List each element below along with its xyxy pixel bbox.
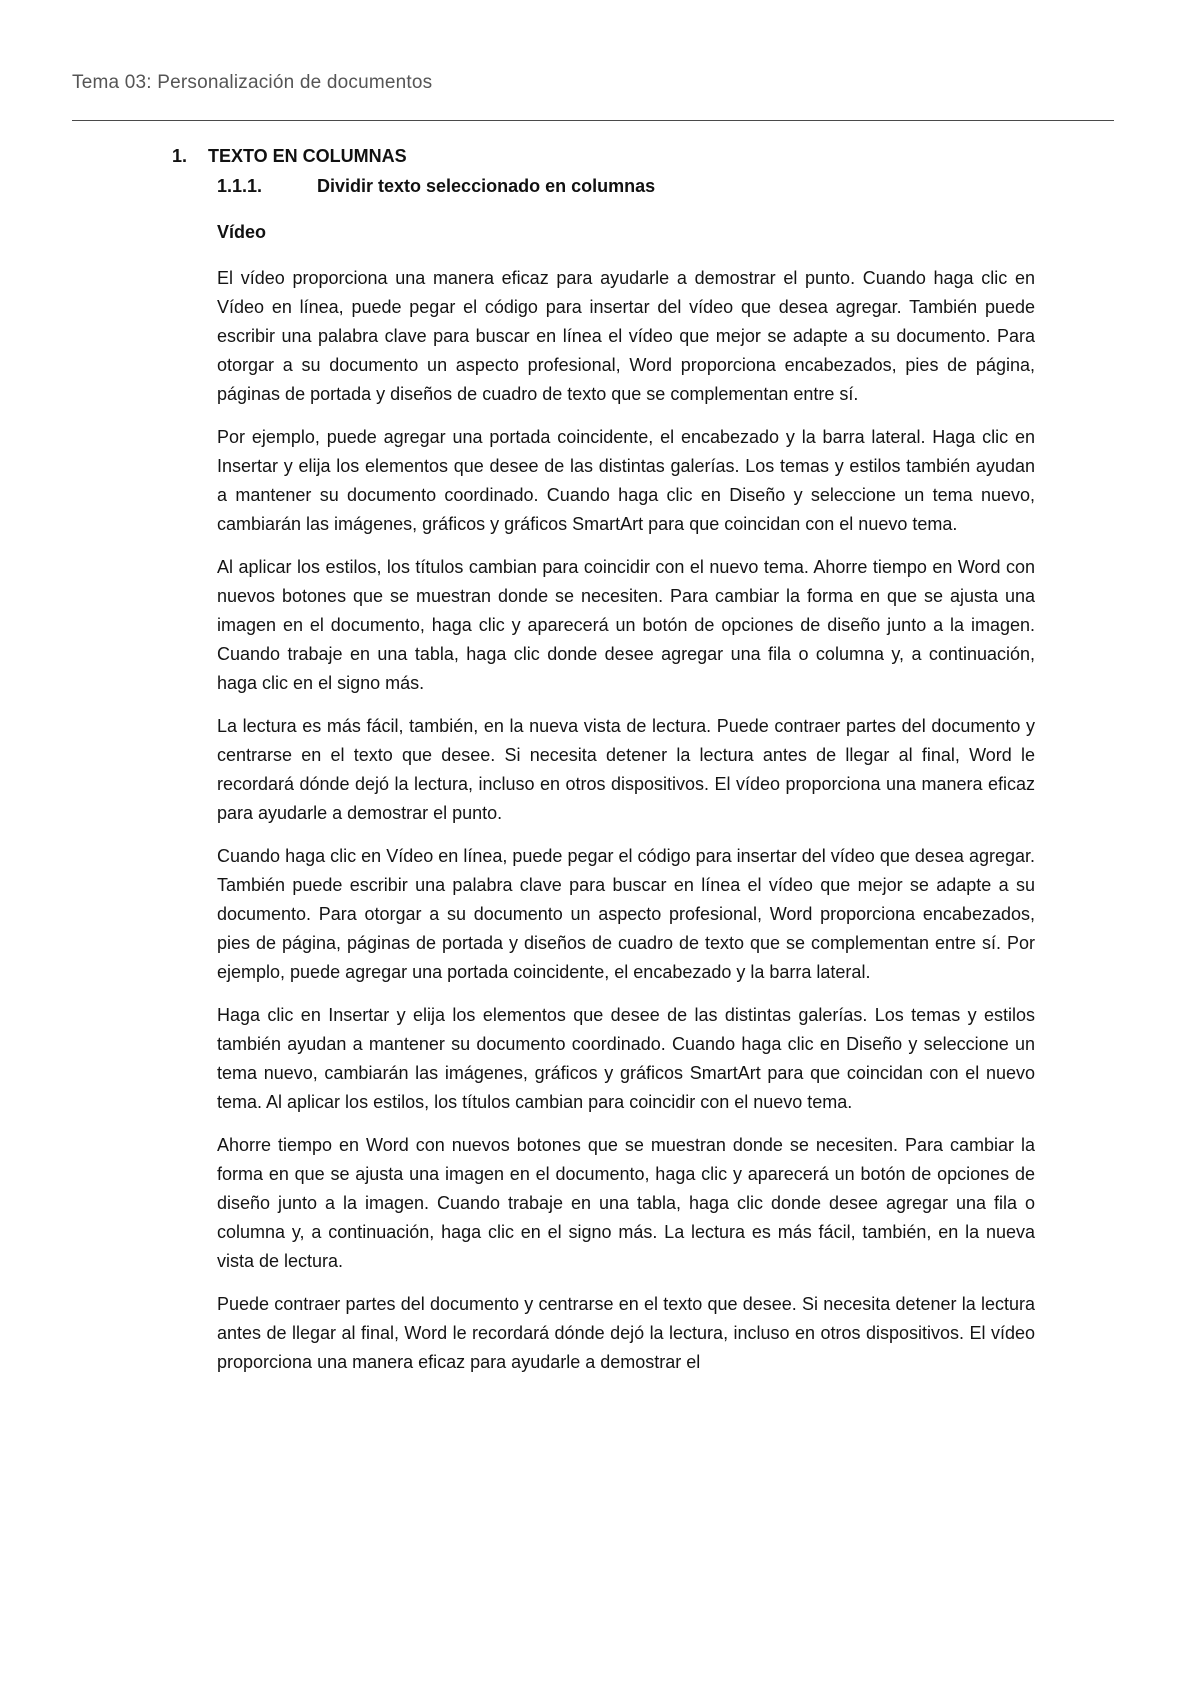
paragraph: La lectura es más fácil, también, en la nueva vista de lectura. Puede contraer partes del documento y centrarse en el texto que desee. Si necesita detener la lectura antes de llegar al final, Word le recordará dónde dejó la lectura, incluso en otros dispositivos. El vídeo proporciona una manera eficaz para ayudarle a demostrar el punto. (217, 716, 1035, 823)
paragraph: Haga clic en Insertar y elija los elementos que desee de las distintas galerías. Los temas y estilos también ayudan a mantener su documento coordinado. Cuando haga clic en Diseño y seleccione un tema nuevo, cambiarán las imágenes, gráficos y gráficos SmartArt para que coincidan con el nuevo tema. Al aplicar los estilos, los títulos cambian para coincidir con el nuevo tema. (217, 1005, 1035, 1112)
paragraph: Por ejemplo, puede agregar una portada coincidente, el encabezado y la barra lateral. Haga clic en Insertar y elija los elementos que desee de las distintas galerías. Los temas y estilos también ayudan a mantener su documento coordinado. Cuando haga clic en Diseño y seleccione un tema nuevo, cambiarán las imágenes, gráficos y gráficos SmartArt para que coincidan con el nuevo tema. (217, 427, 1035, 534)
paragraph: Puede contraer partes del documento y centrarse en el texto que desee. Si necesita detener la lectura antes de llegar al final, Word le recordará dónde dejó la lectura, incluso en otros dispositivos. El vídeo proporciona una manera eficaz para ayudarle a demostrar el (217, 1294, 1035, 1372)
video-subheading: Vídeo (217, 222, 267, 242)
paragraph: Cuando haga clic en Vídeo en línea, puede pegar el código para insertar del vídeo que desea agregar. También puede escribir una palabra clave para buscar en línea el vídeo que mejor se adapte a su documento. Para otorgar a su documento un aspecto profesional, Word proporciona encabezados, pies de página, páginas de portada y diseños de cuadro de texto que se complementan entre sí. Por ejemplo, puede agregar una portada coincidente, el encabezado y la barra lateral. (217, 846, 1035, 982)
paragraph: Al aplicar los estilos, los títulos cambian para coincidir con el nuevo tema. Ahorre tiempo en Word con nuevos botones que se muestran donde se necesiten. Para cambiar la forma en que se ajusta una imagen en el documento, haga clic y aparecerá un botón de opciones de diseño junto a la imagen. Cuando trabaje en una tabla, haga clic donde desee agregar una fila o columna y, a continuación, haga clic en el signo más. (217, 557, 1035, 693)
page-header-title: Tema 03: Personalización de documentos (72, 72, 433, 93)
section-number: 1. (172, 146, 188, 166)
paragraph: Ahorre tiempo en Word con nuevos botones que se muestran donde se necesiten. Para cambiar la forma en que se ajusta una imagen en el documento, haga clic y aparecerá un botón de opciones de diseño junto a la imagen. Cuando trabaje en una tabla, haga clic donde desee agregar una fila o columna y, a continuación, haga clic en el signo más. La lectura es más fácil, también, en la nueva vista de lectura. (217, 1135, 1035, 1271)
subsection-title: Dividir texto seleccionado en columnas (317, 176, 656, 196)
subsection-heading (217, 176, 655, 197)
section-title: TEXTO EN COLUMNAS (208, 146, 407, 166)
subsection-number: 1.1.1. (217, 176, 263, 196)
paragraph: El vídeo proporciona una manera eficaz para ayudarle a demostrar el punto. Cuando haga clic en Vídeo en línea, puede pegar el código para insertar del vídeo que desea agregar. También puede escribir una palabra clave para buscar en línea el vídeo que mejor se adapte a su documento. Para otorgar a su documento un aspecto profesional, Word proporciona encabezados, pies de página, páginas de portada y diseños de cuadro de texto que se complementan entre sí. (217, 268, 1035, 404)
header-divider (72, 120, 1114, 121)
section-heading (172, 146, 407, 167)
body-text (217, 264, 1035, 1391)
